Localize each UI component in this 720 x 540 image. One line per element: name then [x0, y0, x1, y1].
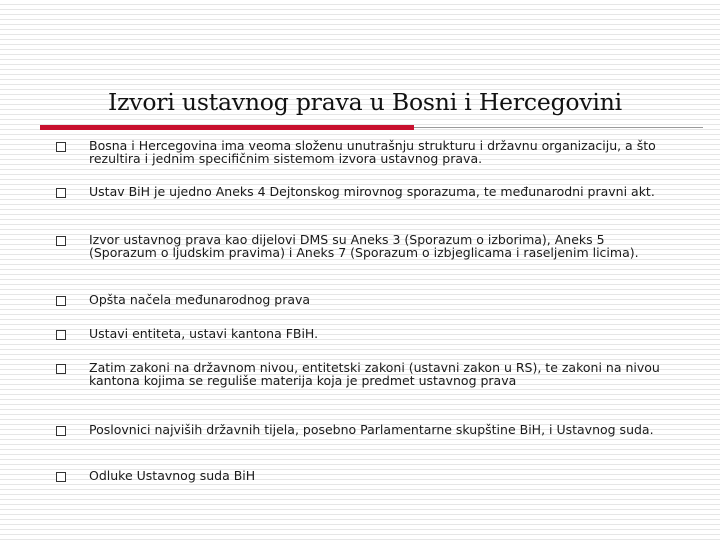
bullet-text: Izvor ustavnog prava kao dijelovi DMS su Aneks 3 (Sporazum o izborima), Aneks 5 (Sporazum o ljudskim pravima) i Aneks 7 (Sporazum o izbjeglicama i raseljenim licima).	[89, 232, 639, 260]
bullet-square-icon	[56, 330, 66, 340]
bullet-text: Ustav BiH je ujedno Aneks 4 Dejtonskog mirovnog sporazuma, te međunarodni pravni akt.	[89, 184, 655, 199]
bullet-text: Bosna i Hercegovina ima veoma složenu unutrašnju strukturu i državnu organizaciju, a što rezultira i jednim specifičnim sistemom izvora ustavnog prava.	[89, 138, 656, 166]
slide-title: Izvori ustavnog prava u Bosni i Hercegovini	[108, 88, 622, 116]
bullet-square-icon	[56, 472, 66, 482]
bullet-square-icon	[56, 364, 66, 374]
bullet-square-icon	[56, 236, 66, 246]
bullet-text: Opšta načela međunarodnog prava	[89, 292, 311, 307]
bullet-text: Ustavi entiteta, ustavi kantona FBiH.	[89, 326, 319, 341]
bullet-square-icon	[56, 296, 66, 306]
bullet-text: Zatim zakoni na državnom nivou, entitetski zakoni (ustavni zakon u RS), te zakoni na nivou kantona kojima se reguliše materija koja je predmet ustavnog prava	[89, 360, 660, 388]
bullet-text: Odluke Ustavnog suda BiH	[89, 468, 256, 483]
bullet-square-icon	[56, 426, 66, 436]
bullet-square-icon	[56, 188, 66, 198]
bullet-square-icon	[56, 142, 66, 152]
bullet-text: Poslovnici najviših državnih tijela, posebno Parlamentarne skupštine BiH, i Ustavnog suda.	[89, 422, 654, 437]
